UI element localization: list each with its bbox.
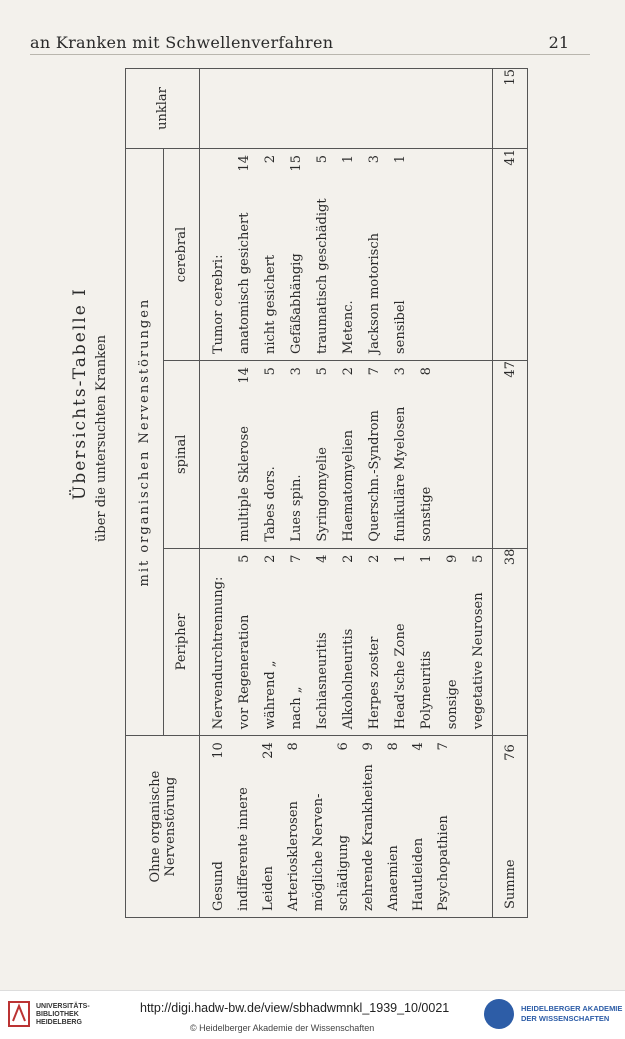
header-ohne: Ohne organische Nervenstörung (126, 736, 200, 918)
entry-count: 1 (393, 554, 408, 563)
entry-label: Psychopathien (436, 815, 451, 911)
sum-cerebral: 41 (493, 149, 528, 361)
table-entry (362, 155, 388, 354)
entry-count: 9 (445, 554, 460, 563)
entry-count: 8 (386, 742, 401, 751)
entry-label: Gefäßabhängig (289, 253, 304, 355)
table-entry (284, 155, 310, 354)
header-unklar: unklar (126, 69, 200, 149)
entry-count: 8 (286, 742, 301, 751)
table-subtitle: über die untersuchten Kranken (94, 334, 109, 542)
entry-count: 1 (341, 155, 356, 164)
entry-count (231, 742, 256, 764)
entry-count: 3 (289, 367, 304, 376)
sum-spinal: 47 (493, 361, 528, 549)
entry-count: 10 (211, 742, 226, 759)
entry-count: 4 (411, 742, 426, 751)
entry-count: 7 (289, 554, 304, 563)
table-entry (284, 367, 310, 542)
table-entry (206, 742, 231, 911)
entry-count: 24 (261, 742, 276, 759)
entry-count: 2 (367, 554, 382, 563)
running-head (0, 0, 625, 60)
running-title: an Kranken mit Schwellenverfahren (30, 33, 334, 52)
header-peripher: Peripher (164, 548, 200, 736)
table-entry (388, 367, 414, 542)
academy-name: HEIDELBERGER AKADEMIE DER WISSENSCHAFTEN (521, 1004, 623, 1023)
entry-label: sonsige (445, 679, 460, 730)
table-entry (281, 742, 306, 911)
table-entry (284, 555, 310, 730)
table-entry (356, 742, 381, 911)
sum-label: Summe (502, 859, 518, 909)
table-entry (381, 742, 406, 911)
entry-count: 7 (436, 742, 451, 751)
source-url-link[interactable]: http://digi.hadw-bw.de/view/sbhadwmnkl_1939_10/0021 (140, 1001, 450, 1015)
entry-label: vor Regeneration (237, 614, 252, 730)
table-entry (306, 742, 331, 911)
entry-label: funikuläre Myelosen (393, 406, 408, 542)
table-entry (206, 367, 232, 542)
table-entry (388, 555, 414, 730)
table-entry (206, 555, 232, 730)
entry-count: 14 (237, 367, 252, 384)
footer-bar (0, 990, 625, 1039)
header-spinal: spinal (164, 361, 200, 549)
cerebral-column (200, 149, 493, 361)
entry-label: Leiden (261, 866, 276, 911)
table-title: Übersichts-Tabelle I (70, 287, 90, 500)
entry-label: vegetative Neurosen (471, 592, 486, 730)
entry-count (206, 367, 232, 389)
entry-count: 1 (393, 155, 408, 164)
entry-label: Tumor cerebri: (211, 254, 226, 355)
entry-label: sensibel (393, 300, 408, 355)
library-name: UNIVERSITÄTS- BIBLIOTHEK HEIDELBERG (36, 1003, 90, 1026)
table-entry (336, 367, 362, 542)
unklar-column (200, 69, 493, 149)
entry-label: Gesund (211, 861, 226, 911)
entry-label: Ischiasneuritis (315, 632, 330, 730)
table-entry (258, 155, 284, 354)
header-cerebral: cerebral (164, 149, 200, 361)
table-entry (362, 555, 388, 730)
table-entry (258, 555, 284, 730)
entry-count: 2 (263, 554, 278, 563)
sum-ohne: 76 (502, 744, 518, 761)
entry-count: 2 (341, 367, 356, 376)
entry-label: Tabes dors. (263, 466, 278, 542)
entry-label: zehrende Krankheiten (361, 764, 376, 911)
spinal-column (200, 361, 493, 549)
table-entry (414, 367, 440, 542)
entry-label: nicht gesichert (263, 254, 278, 355)
entry-count: 15 (289, 155, 304, 172)
header-mit: mit organischen Nervenstörungen (126, 149, 164, 736)
table-entry (231, 742, 256, 911)
entry-label: Arteriosklerosen (286, 801, 301, 911)
entry-count (206, 555, 232, 577)
table-entry (232, 555, 258, 730)
entry-count: 6 (336, 742, 351, 751)
entry-label: Herpes zoster (367, 636, 382, 730)
table-entry (310, 555, 336, 730)
entry-count: 2 (341, 554, 356, 563)
table-entry (336, 155, 362, 354)
entry-count: 1 (419, 554, 434, 563)
copyright-text: © Heidelberger Akademie der Wissenschaften (190, 1023, 375, 1033)
header-rule (30, 54, 590, 55)
entry-count (306, 742, 331, 764)
table-entry (310, 155, 336, 354)
entry-label: indifferente innere (236, 787, 251, 911)
entry-label: Syringomyelie (315, 447, 330, 542)
sum-unklar: 15 (493, 69, 528, 149)
entry-label: mögliche Nerven- (311, 793, 326, 911)
table-entry (414, 555, 440, 730)
table-entry (406, 742, 431, 911)
entry-label: Lues spin. (289, 474, 304, 542)
entry-label: Head'sche Zone (393, 623, 408, 730)
overview-table (125, 68, 518, 918)
table-entry (232, 367, 258, 542)
entry-count (206, 155, 232, 177)
entry-label: Alkoholneuritis (341, 628, 356, 730)
entry-count: 3 (393, 367, 408, 376)
table-entry (336, 555, 362, 730)
table-entry (331, 742, 356, 911)
entry-count: 5 (315, 367, 330, 376)
entry-label: Anaemien (386, 845, 401, 911)
entry-label: traumatisch geschädigt (315, 198, 330, 355)
page-number: 21 (548, 33, 569, 52)
peripher-column (200, 548, 493, 736)
sum-peripher: 38 (493, 548, 528, 736)
entry-label: nach „ (289, 686, 304, 730)
table-entry (310, 367, 336, 542)
entry-label: Polyneuritis (419, 650, 434, 730)
table-entry (256, 742, 281, 911)
entry-count: 2 (263, 155, 278, 164)
academy-logo-icon (484, 999, 514, 1029)
entry-count: 8 (419, 367, 434, 376)
entry-count: 9 (361, 742, 376, 751)
entry-label: multiple Sklerose (237, 426, 252, 542)
entry-label: während „ (263, 660, 278, 730)
entry-count: 14 (237, 155, 252, 172)
entry-label: sonstige (419, 486, 434, 542)
entry-count: 5 (263, 367, 278, 376)
entry-label: Nervendurchtrennung: (211, 576, 226, 730)
sum-row-ohne (493, 736, 528, 918)
table-entry (431, 742, 456, 911)
entry-label: Metenc. (341, 300, 356, 355)
entry-label: Jackson motorisch (367, 233, 382, 355)
entry-count: 5 (237, 554, 252, 563)
table-entry (388, 155, 414, 354)
entry-count: 5 (315, 155, 330, 164)
table-entry (440, 555, 466, 730)
entry-count: 4 (315, 554, 330, 563)
table-entry (362, 367, 388, 542)
table-entry (466, 555, 492, 730)
table-entry (232, 155, 258, 354)
table-entry (258, 367, 284, 542)
entry-count: 3 (367, 155, 382, 164)
entry-label: schädigung (336, 835, 351, 911)
entry-label: Hautleiden (411, 837, 426, 911)
entry-count: 7 (367, 367, 382, 376)
entry-label: anatomisch gesichert (237, 212, 252, 355)
entry-count: 5 (471, 554, 486, 563)
ohne-column (200, 736, 493, 918)
entry-label: Haematomyelien (341, 429, 356, 542)
entry-label: Querschn.-Syndrom (367, 410, 382, 542)
table-entry (206, 155, 232, 354)
library-logo-icon (8, 1001, 30, 1027)
